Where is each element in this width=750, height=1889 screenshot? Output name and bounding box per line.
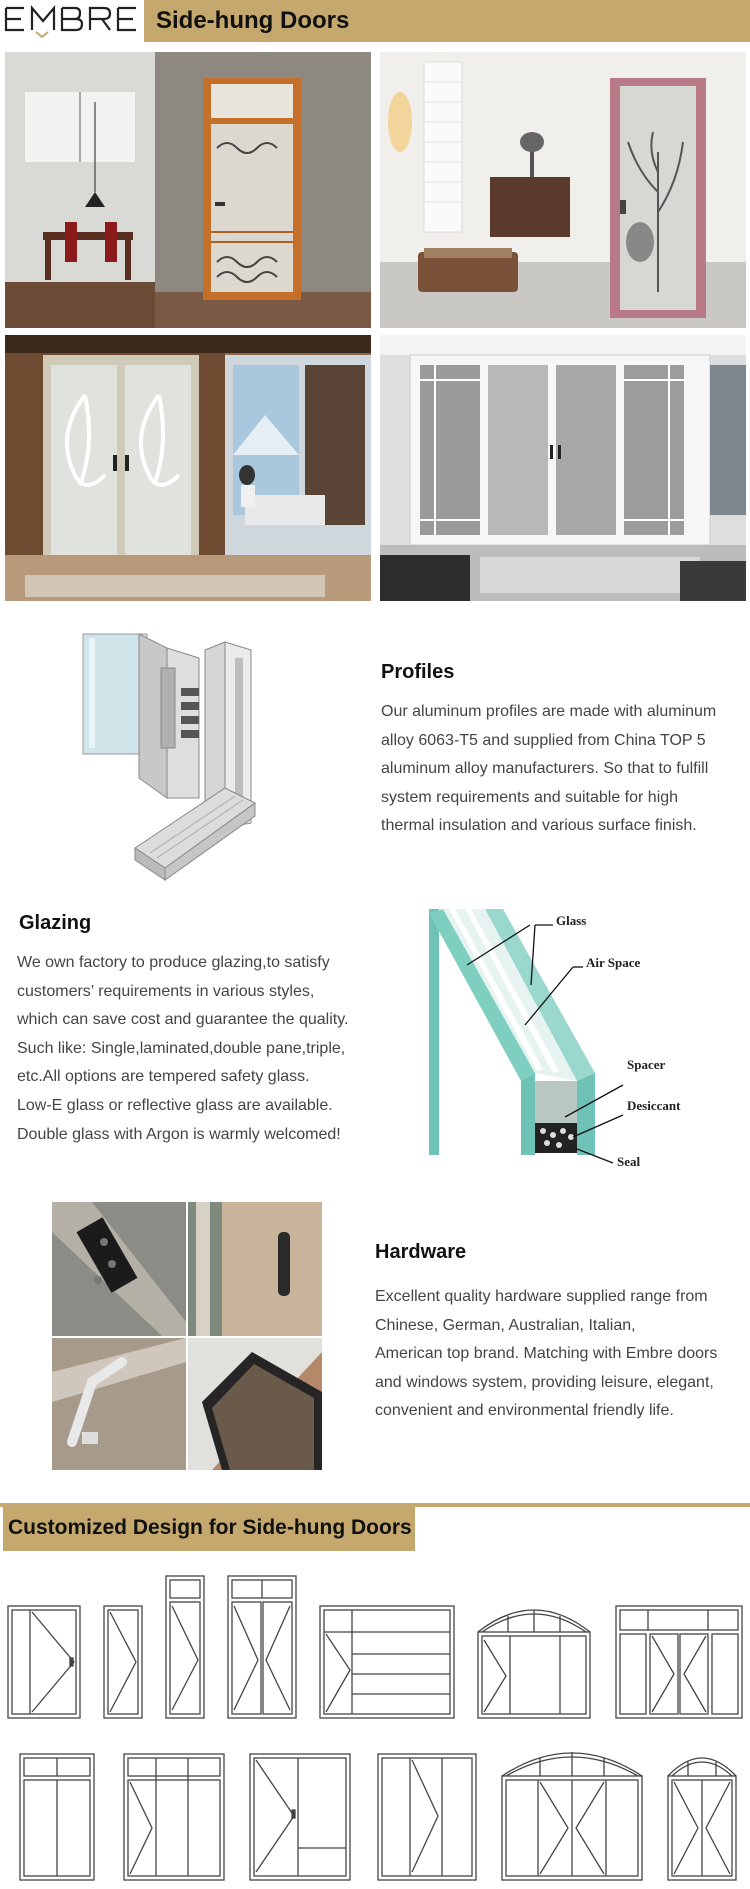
custom-design-heading: Customized Design for Side-hung Doors <box>8 1516 412 1539</box>
door-drawing-6 <box>478 1610 590 1718</box>
glazing-line: Low-E glass or reflective glass are available. <box>17 1096 333 1114</box>
profiles-line: Our aluminum profiles are made with aluminum <box>381 703 717 720</box>
label-spacer: Spacer <box>627 1057 666 1072</box>
door-drawing-12 <box>502 1752 642 1880</box>
profiles-description <box>381 698 716 841</box>
glazing-description <box>17 949 348 1149</box>
label-desiccant: Desiccant <box>627 1098 681 1113</box>
glazing-line: Double glass with Argon is warmly welcomed! <box>17 1125 341 1143</box>
profiles-heading: Profiles <box>381 661 455 683</box>
door-drawing-3 <box>166 1576 204 1718</box>
hardware-line: Excellent quality hardware supplied range from <box>375 1288 708 1305</box>
glazing-diagram <box>425 905 725 1170</box>
profiles-line: system requirements and suitable for high <box>381 788 679 806</box>
door-drawing-5 <box>320 1606 454 1718</box>
glazing-line: which can save cost and guarantee the quality. <box>17 1011 349 1029</box>
glazing-line: customers’ requirements in various styles, <box>17 982 315 1000</box>
photo-french-doors <box>380 335 746 601</box>
label-air-space: Air Space <box>586 955 641 970</box>
label-seal: Seal <box>617 1154 641 1169</box>
profiles-line: thermal insulation and various surface finish. <box>381 817 697 835</box>
hardware-line: American top brand. Matching with Embre doors <box>375 1345 718 1363</box>
photo-double-door <box>5 335 371 601</box>
door-drawing-8 <box>20 1754 94 1880</box>
profiles-line: aluminum alloy manufacturers. So that to fulfill <box>381 760 709 778</box>
profiles-line: alloy 6063-T5 and supplied from China TOP 5 <box>381 731 706 749</box>
label-glass: Glass <box>556 913 587 928</box>
hardware-line: and windows system, providing leisure, elegant, <box>375 1373 714 1391</box>
page-title: Side-hung Doors <box>156 7 350 34</box>
hardware-line: Chinese, German, Australian, Italian, <box>375 1316 636 1334</box>
door-drawing-11 <box>378 1754 476 1880</box>
hardware-description <box>375 1283 717 1426</box>
page-header <box>0 0 750 42</box>
photo-floral-door <box>380 52 746 328</box>
brand-logo[interactable] <box>2 2 142 38</box>
door-drawing-2 <box>104 1606 142 1718</box>
glazing-line: Such like: Single,laminated,double pane,triple, <box>17 1039 346 1057</box>
profile-cross-section-image <box>75 628 285 883</box>
door-drawing-4 <box>228 1576 296 1718</box>
door-drawing-13 <box>668 1758 736 1880</box>
door-drawing-10 <box>250 1754 350 1880</box>
hardware-heading: Hardware <box>375 1241 467 1263</box>
door-drawing-9 <box>124 1754 224 1880</box>
glazing-line: We own factory to produce glazing,to satisfy <box>17 954 330 971</box>
glazing-line: etc.All options are tempered safety glass. <box>17 1068 310 1086</box>
hardware-line: convenient and environmental friendly life. <box>375 1402 674 1420</box>
glazing-heading: Glazing <box>19 912 92 934</box>
photo-wood-door <box>5 52 371 328</box>
door-drawing-1 <box>8 1606 80 1718</box>
hardware-collage-image <box>52 1202 322 1470</box>
door-drawing-7 <box>616 1606 742 1718</box>
door-design-drawings <box>0 1570 750 1889</box>
